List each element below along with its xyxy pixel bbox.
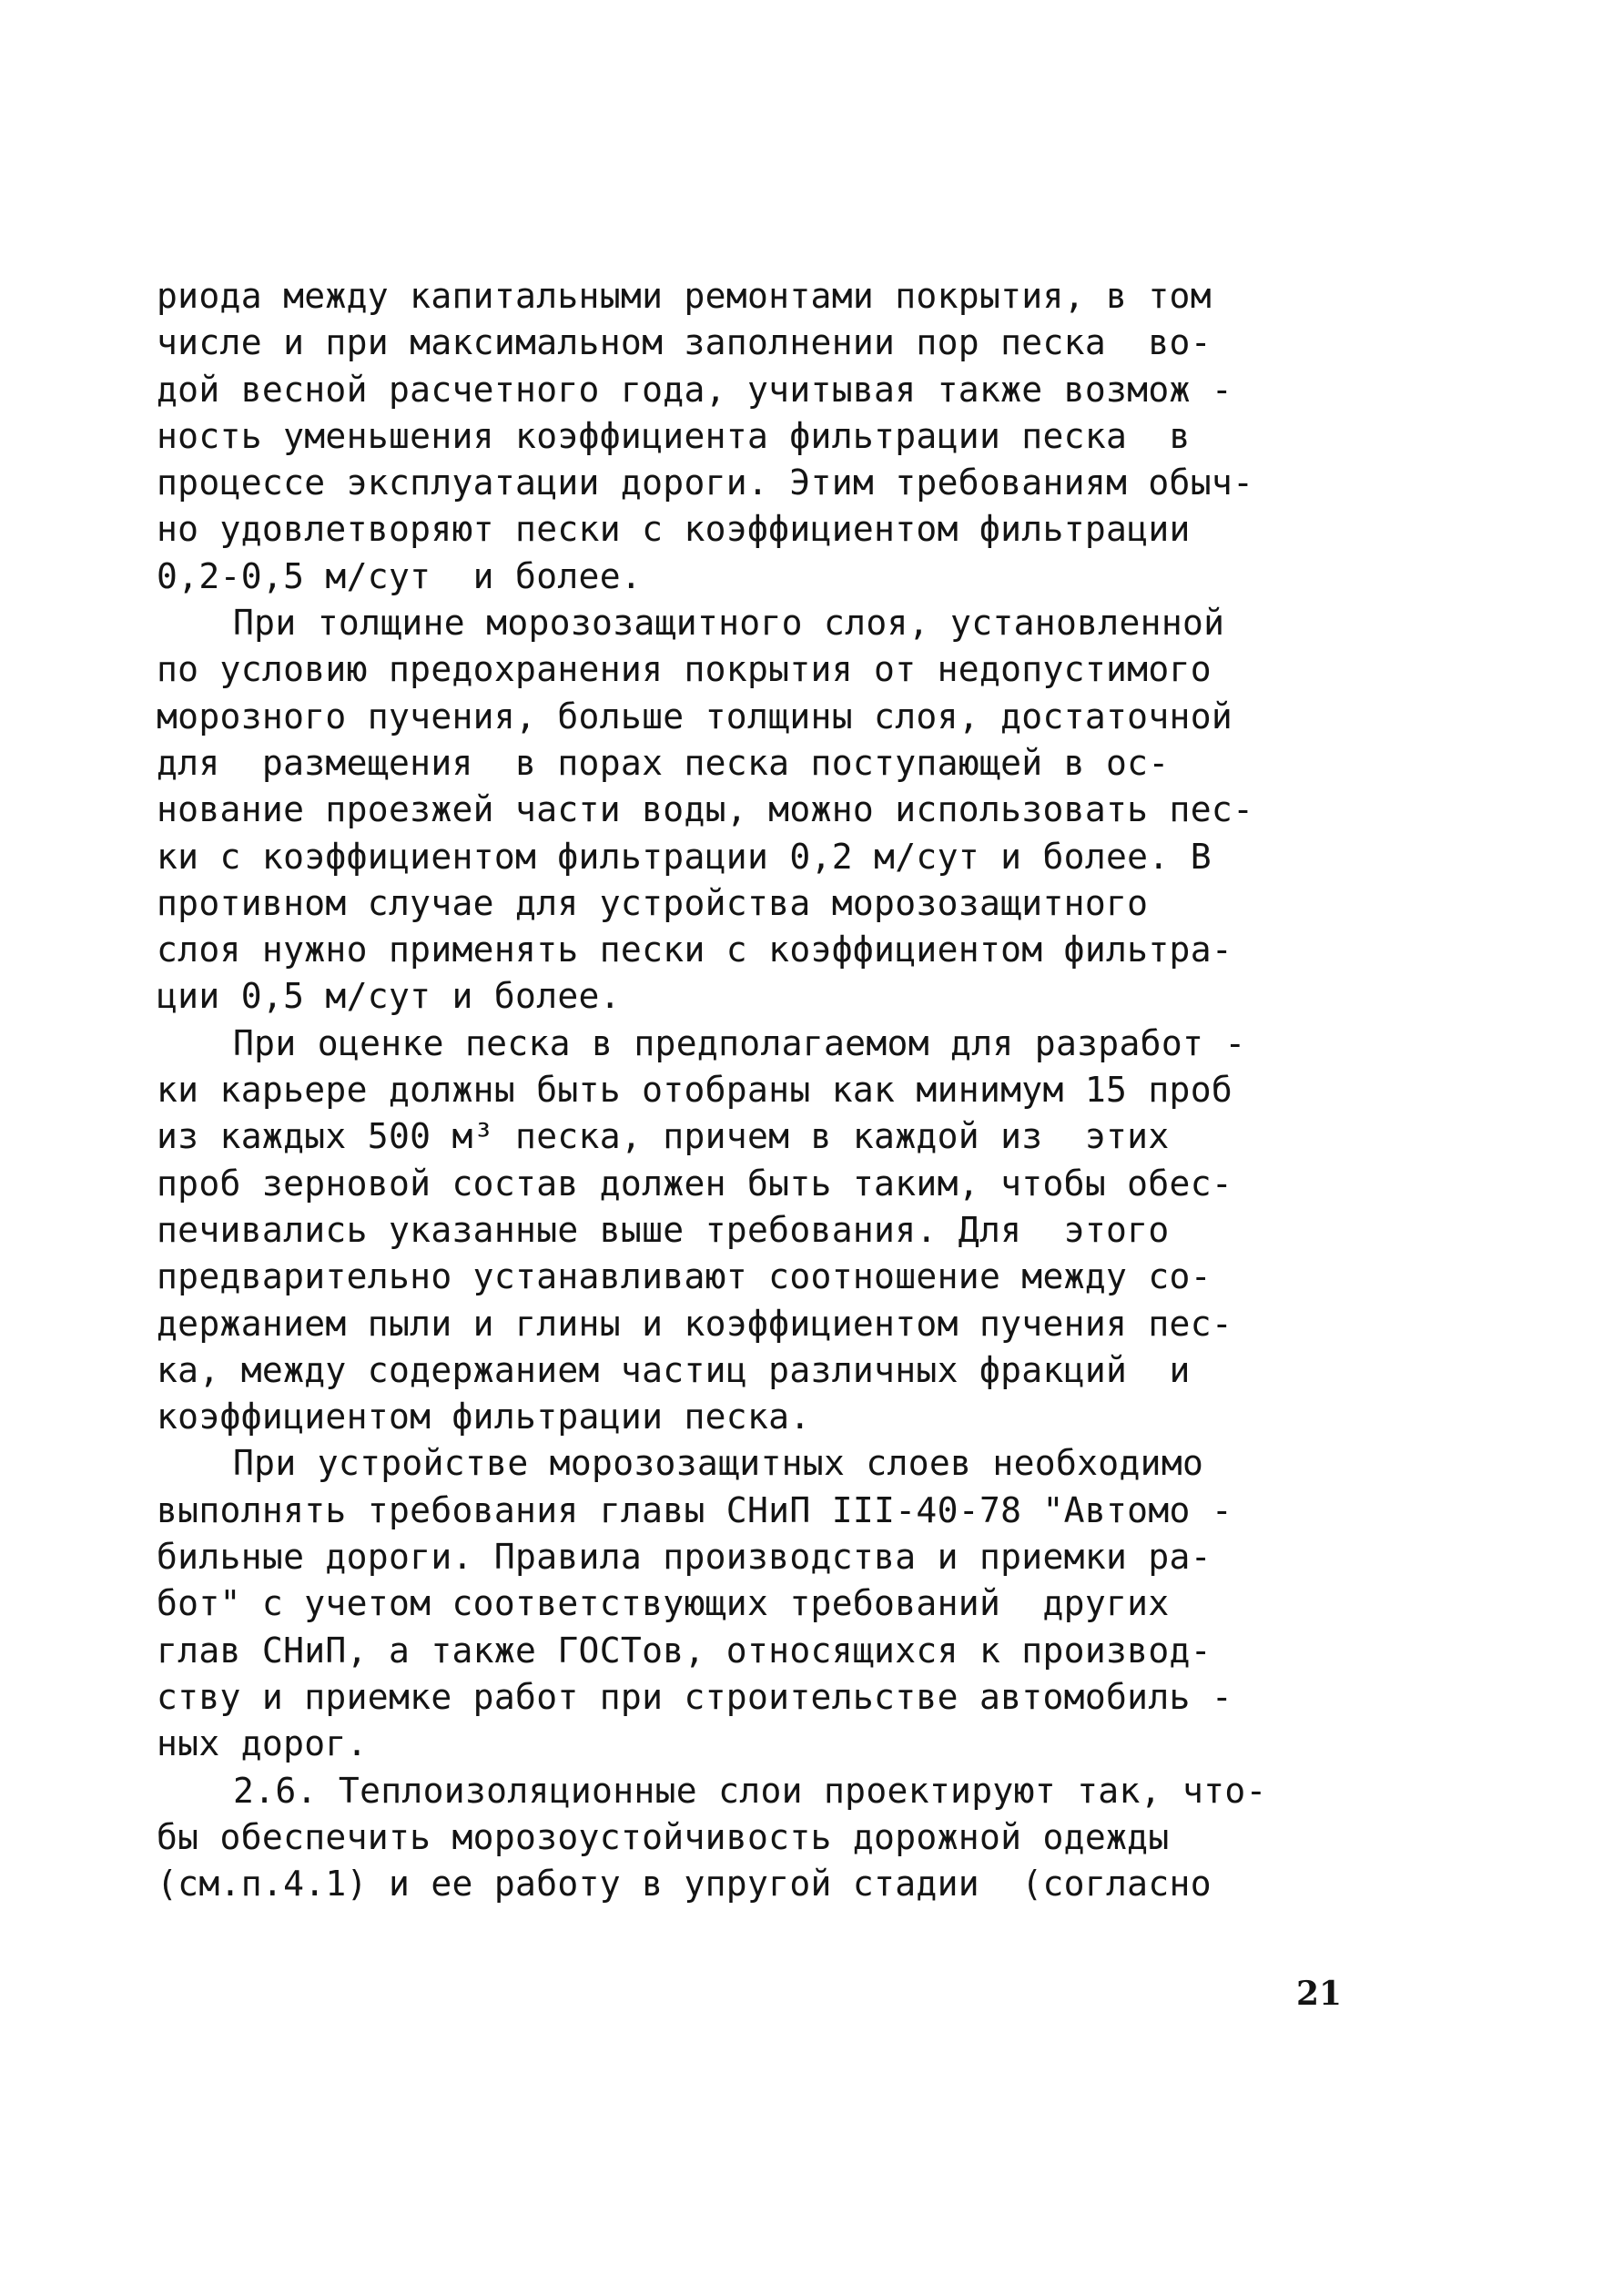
text-line: из каждых 500 м³ песка, причем в каждой из этих (157, 1116, 1170, 1157)
paragraph (157, 1768, 1349, 1908)
text-line: печивались указанные выше требования. Для этого (157, 1209, 1170, 1250)
text-line: но удовлетворяют пески с коэффициентом фильтрации (157, 509, 1191, 550)
text-line: предварительно устанавливают соотношение между со- (157, 1256, 1212, 1297)
text-line: бильные дороги. Правила производства и приемки ра- (157, 1537, 1212, 1578)
text-line: При устройстве морозозащитных слоев необходимо (233, 1443, 1204, 1484)
text-line: морозного пучения, больше толщины слоя, достаточной (157, 696, 1233, 737)
paragraph (157, 600, 1349, 1021)
body-text (157, 273, 1349, 1907)
text-line: нование проезжей части воды, можно использовать пес- (157, 789, 1254, 830)
text-line: ству и приемке работ при строительстве автомобиль - (157, 1676, 1233, 1717)
paragraph (157, 1021, 1349, 1441)
text-line: числе и при максимальном заполнении пор песка во- (157, 322, 1212, 363)
page-number: 21 (1296, 1975, 1343, 2013)
text-line: При толщине морозозащитного слоя, установленной (233, 603, 1225, 644)
paragraph (157, 273, 1349, 600)
text-line: выполнять требования главы СНиП III-40-78 "Автомо - (157, 1489, 1233, 1530)
text-line: ки с коэффициентом фильтрации 0,2 м/сут и более. В (157, 836, 1212, 877)
text-line: коэффициентом фильтрации песка. (157, 1397, 811, 1438)
text-line: ка, между содержанием частиц различных фракций и (157, 1349, 1191, 1390)
text-line: (см.п.4.1) и ее работу в упругой стадии (согласно (157, 1864, 1212, 1905)
text-line: дой весной расчетного года, учитывая также возмож - (157, 369, 1233, 410)
paragraph (157, 1440, 1349, 1767)
text-line: для размещения в порах песка поступающей в ос- (157, 742, 1170, 783)
text-line: слоя нужно применять пески с коэффициентом фильтра- (157, 930, 1233, 970)
text-line: 0,2-0,5 м/сут и более. (157, 555, 643, 596)
text-line: 2.6. Теплоизоляционные слои проектируют так, что- (233, 1770, 1267, 1811)
text-line: бот" с учетом соответствующих требований других (157, 1583, 1170, 1624)
text-line: проб зерновой состав должен быть таким, чтобы обес- (157, 1163, 1233, 1204)
text-line: противном случае для устройства морозозащитного (157, 882, 1149, 923)
text-line: При оценке песка в предполагаемом для разработ - (233, 1022, 1246, 1063)
text-line: по условию предохранения покрытия от недопустимого (157, 649, 1212, 690)
text-line: держанием пыли и глины и коэффициентом пучения пес- (157, 1303, 1233, 1344)
text-line: ных дорог. (157, 1723, 368, 1764)
text-line: ность уменьшения коэффициента фильтрации песка в (157, 415, 1191, 456)
text-line: ки карьере должны быть отобраны как минимум 15 проб (157, 1070, 1233, 1111)
text-line: процессе эксплуатации дороги. Этим требованиям обыч- (157, 462, 1254, 503)
text-line: глав СНиП, а также ГОСТов, относящихся к производ- (157, 1630, 1212, 1671)
text-line: ции 0,5 м/сут и более. (157, 976, 621, 1017)
text-line: бы обеспечить морозоустойчивость дорожной одежды (157, 1816, 1170, 1857)
text-line: риода между капитальными ремонтами покрытия, в том (157, 276, 1212, 316)
